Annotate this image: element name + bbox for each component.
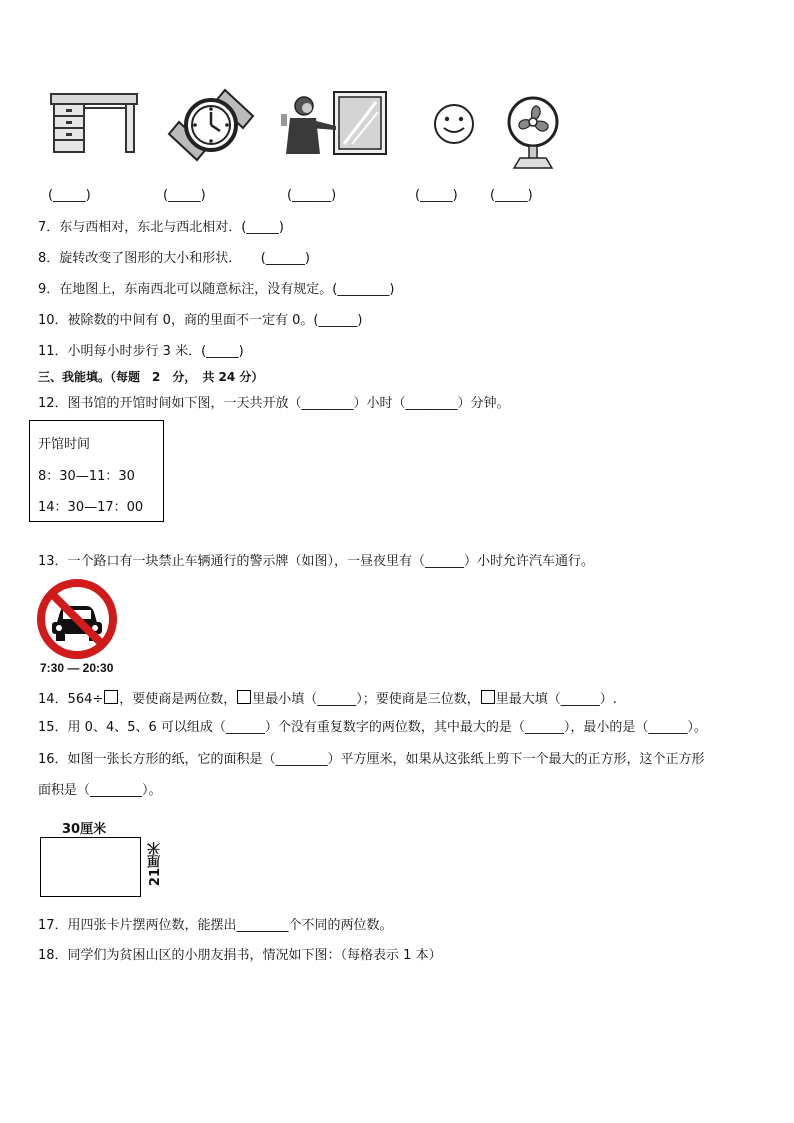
question-7: 7．东与西相对，东北与西北相对．(_____) bbox=[38, 220, 284, 235]
blank-square-icon bbox=[104, 690, 118, 704]
opening-hours-title: 开馆时间 bbox=[38, 437, 91, 452]
question-14-part-d: 里最大填（______）. bbox=[495, 692, 617, 707]
rectangle-width-label: 21厘米 bbox=[148, 842, 163, 887]
opening-hours-morning: 8：30—11：30 bbox=[38, 469, 135, 484]
rectangle-length-label: 30厘米 bbox=[62, 822, 107, 837]
question-15: 15．用 0、4、5、6 可以组成（______）个没有重复数字的两位数，其中最大的是（______），最小的是（______）。 bbox=[38, 720, 707, 735]
fan-picture bbox=[502, 96, 564, 174]
window-person-picture bbox=[280, 90, 388, 160]
blank-square-icon bbox=[237, 690, 251, 704]
question-8: 8．旋转改变了图形的大小和形状． (______) bbox=[38, 251, 310, 266]
rectangle-figure bbox=[40, 837, 141, 897]
blank-square-icon bbox=[481, 690, 495, 704]
smiley-answer[interactable]: (_____) bbox=[415, 188, 458, 203]
question-13: 13．一个路口有一块禁止车辆通行的警示牌（如图），一昼夜里有（______）小时允许汽车通行。 bbox=[38, 554, 595, 569]
no-car-sign bbox=[36, 578, 118, 664]
opening-hours-box bbox=[29, 420, 164, 522]
smiley-picture bbox=[432, 102, 476, 150]
question-16-line-1: 16．如图一张长方形的纸，它的面积是（________）平方厘米，如果从这张纸上剪下一个最大的正方形，这个正方形 bbox=[38, 752, 705, 767]
opening-hours-afternoon: 14：30—17：00 bbox=[38, 500, 144, 515]
window-answer[interactable]: (______) bbox=[287, 188, 337, 203]
question-12: 12．图书馆的开馆时间如下图，一天共开放（________）小时（________）分钟。 bbox=[38, 396, 510, 411]
no-car-sign-time: 7:30 — 20:30 bbox=[40, 661, 114, 675]
fan-answer[interactable]: (_____) bbox=[490, 188, 533, 203]
question-14-part-c: 里最小填（______）；要使商是三位数， bbox=[252, 692, 480, 707]
section-3-heading: 三、我能填。（每题 2 分， 共 24 分） bbox=[38, 370, 264, 384]
question-9: 9．在地图上，东南西北可以随意标注，没有规定。(________) bbox=[38, 282, 395, 297]
desk-picture bbox=[48, 90, 140, 158]
watch-picture bbox=[165, 86, 257, 168]
question-10: 10．被除数的中间有 0，商的里面不一定有 0。(______) bbox=[38, 313, 363, 328]
question-14-part-b: ，要使商是两位数， bbox=[119, 692, 237, 707]
question-14 bbox=[38, 690, 617, 708]
watch-answer[interactable]: (_____) bbox=[163, 188, 206, 203]
question-18: 18．同学们为贫困山区的小朋友捐书，情况如下图：（每格表示 1 本） bbox=[38, 948, 442, 963]
desk-answer[interactable]: (_____) bbox=[48, 188, 91, 203]
question-16-line-2: 面积是（________）。 bbox=[38, 783, 162, 798]
question-11: 11．小明每小时步行 3 米．(_____) bbox=[38, 344, 244, 359]
question-14-part-a: 14．564÷ bbox=[38, 692, 104, 707]
question-17: 17．用四张卡片摆两位数，能摆出________个不同的两位数。 bbox=[38, 918, 393, 933]
